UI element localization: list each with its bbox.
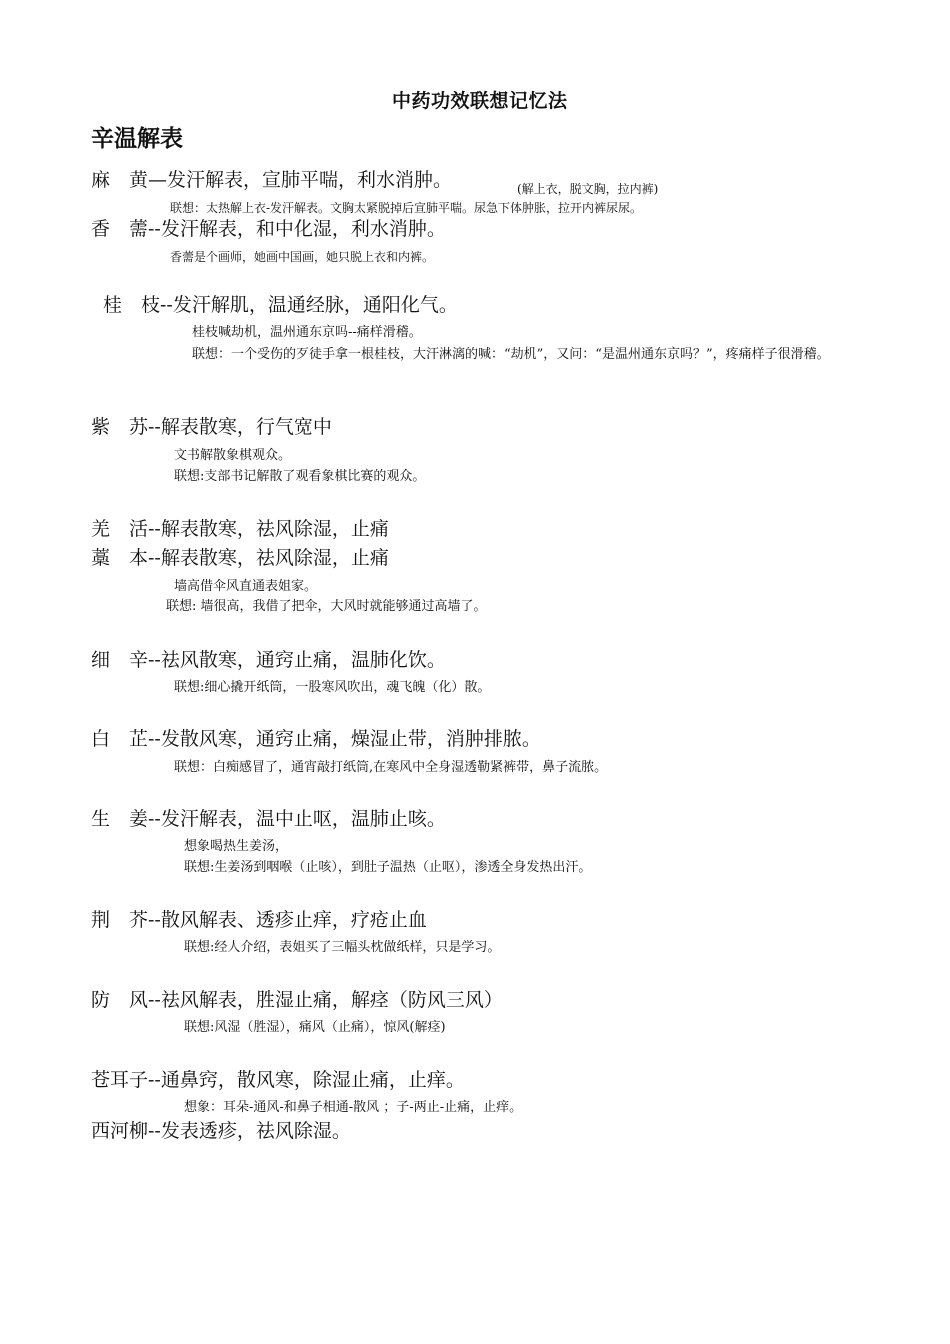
herb-line-fangfeng: 防 风--祛风解表，胜湿止痛，解痉（防风三风） [91, 989, 503, 1011]
herb-line-shengjiang: 生 姜--发汗解表，温中止呕，温肺止咳。 [91, 808, 446, 830]
herb-note-guizhi-1: 桂枝喊劫机，温州通东京吗--痛样滑稽。 [192, 325, 422, 340]
herb-note-zisu-1: 文书解散象棋观众。 [174, 448, 292, 463]
herb-note-cangerzi: 想象：耳朵-通风-和鼻子相通-散风 ；子-两止-止痛，止痒。 [184, 1100, 523, 1115]
herb-line-xixin: 细 辛--祛风散寒，通窍止痛，温肺化饮。 [91, 649, 446, 671]
herb-line-cangerzi: 苍耳子--通鼻窍，散风寒，除湿止痛，止痒。 [91, 1069, 465, 1091]
herb-note-xixin: 联想:细心撬开纸筒，一股寒风吹出，魂飞魄（化）散。 [174, 680, 491, 695]
herb-note-guizhi-2: 联想：一个受伤的歹徒手拿一根桂枝，大汗淋漓的喊：“劫机”，又问：“是温州通东京吗？”，疼痛样子很滑稽。 [192, 347, 830, 362]
herb-note-shengjiang-1: 想象喝热生姜汤， [184, 839, 289, 854]
herb-line-zisu: 紫 苏--解表散寒，行气宽中 [91, 416, 332, 438]
herb-note-xiangru: 香薷是个画师，她画中国画，她只脱上衣和内裤。 [170, 250, 435, 264]
herb-line-qianghuo: 羌 活--解表散寒，祛风除湿，止痛 [91, 518, 389, 540]
herb-line-mahuang: 麻 黄—发汗解表，宣肺平喘，利水消肿。 [91, 169, 453, 191]
herb-note-baizhi: 联想：白痴感冒了，通宵敲打纸筒,在寒风中全身湿透勒紧裤带，鼻子流脓。 [174, 760, 608, 775]
herb-note-jingjie: 联想:经人介绍，表姐买了三幅头枕做纸样，只是学习。 [184, 940, 501, 955]
herb-line-xiheliu: 西河柳--发表透疹，祛风除湿。 [91, 1120, 351, 1142]
herb-line-jingjie: 荆 芥--散风解表、透疹止痒，疗疮止血 [91, 909, 427, 931]
herb-line-baizhi: 白 芷--发散风寒，通窍止痛，燥湿止带，消肿排脓。 [91, 728, 541, 750]
herb-note-fangfeng: 联想:风湿（胜湿），痛风（止痛），惊风(解痉) [184, 1020, 446, 1035]
herb-note-gaoben-2: 联想: 墙很高，我借了把伞，大风时就能够通过高墙了。 [166, 599, 487, 614]
herb-line-xiangru: 香 薷--发汗解表，和中化湿，利水消肿。 [91, 218, 446, 240]
herb-note-gaoben-1: 墙高借伞风直通表姐家。 [174, 579, 318, 594]
herb-line-gaoben: 藁 本--解表散寒，祛风除湿，止痛 [91, 547, 389, 569]
herb-note-mahuang: 联想：太热解上衣-发汗解表。文胸太紧脱掉后宣肺平喘。尿急下体肿胀，拉开内裤尿尿。 [170, 201, 643, 215]
herb-line-guizhi: 桂 枝--发汗解肌，温通经脉，通阳化气。 [103, 294, 458, 316]
herb-aside-mahuang: (解上衣，脱文胸，拉内裤) [517, 182, 659, 196]
herb-note-shengjiang-2: 联想:生姜汤到咽喉（止咳），到肚子温热（止呕），渗透全身发热出汗。 [184, 860, 592, 875]
herb-note-zisu-2: 联想:支部书记解散了观看象棋比赛的观众。 [174, 469, 426, 484]
section-heading: 辛温解表 [91, 126, 183, 152]
document-title: 中药功效联想记忆法 [392, 90, 568, 112]
